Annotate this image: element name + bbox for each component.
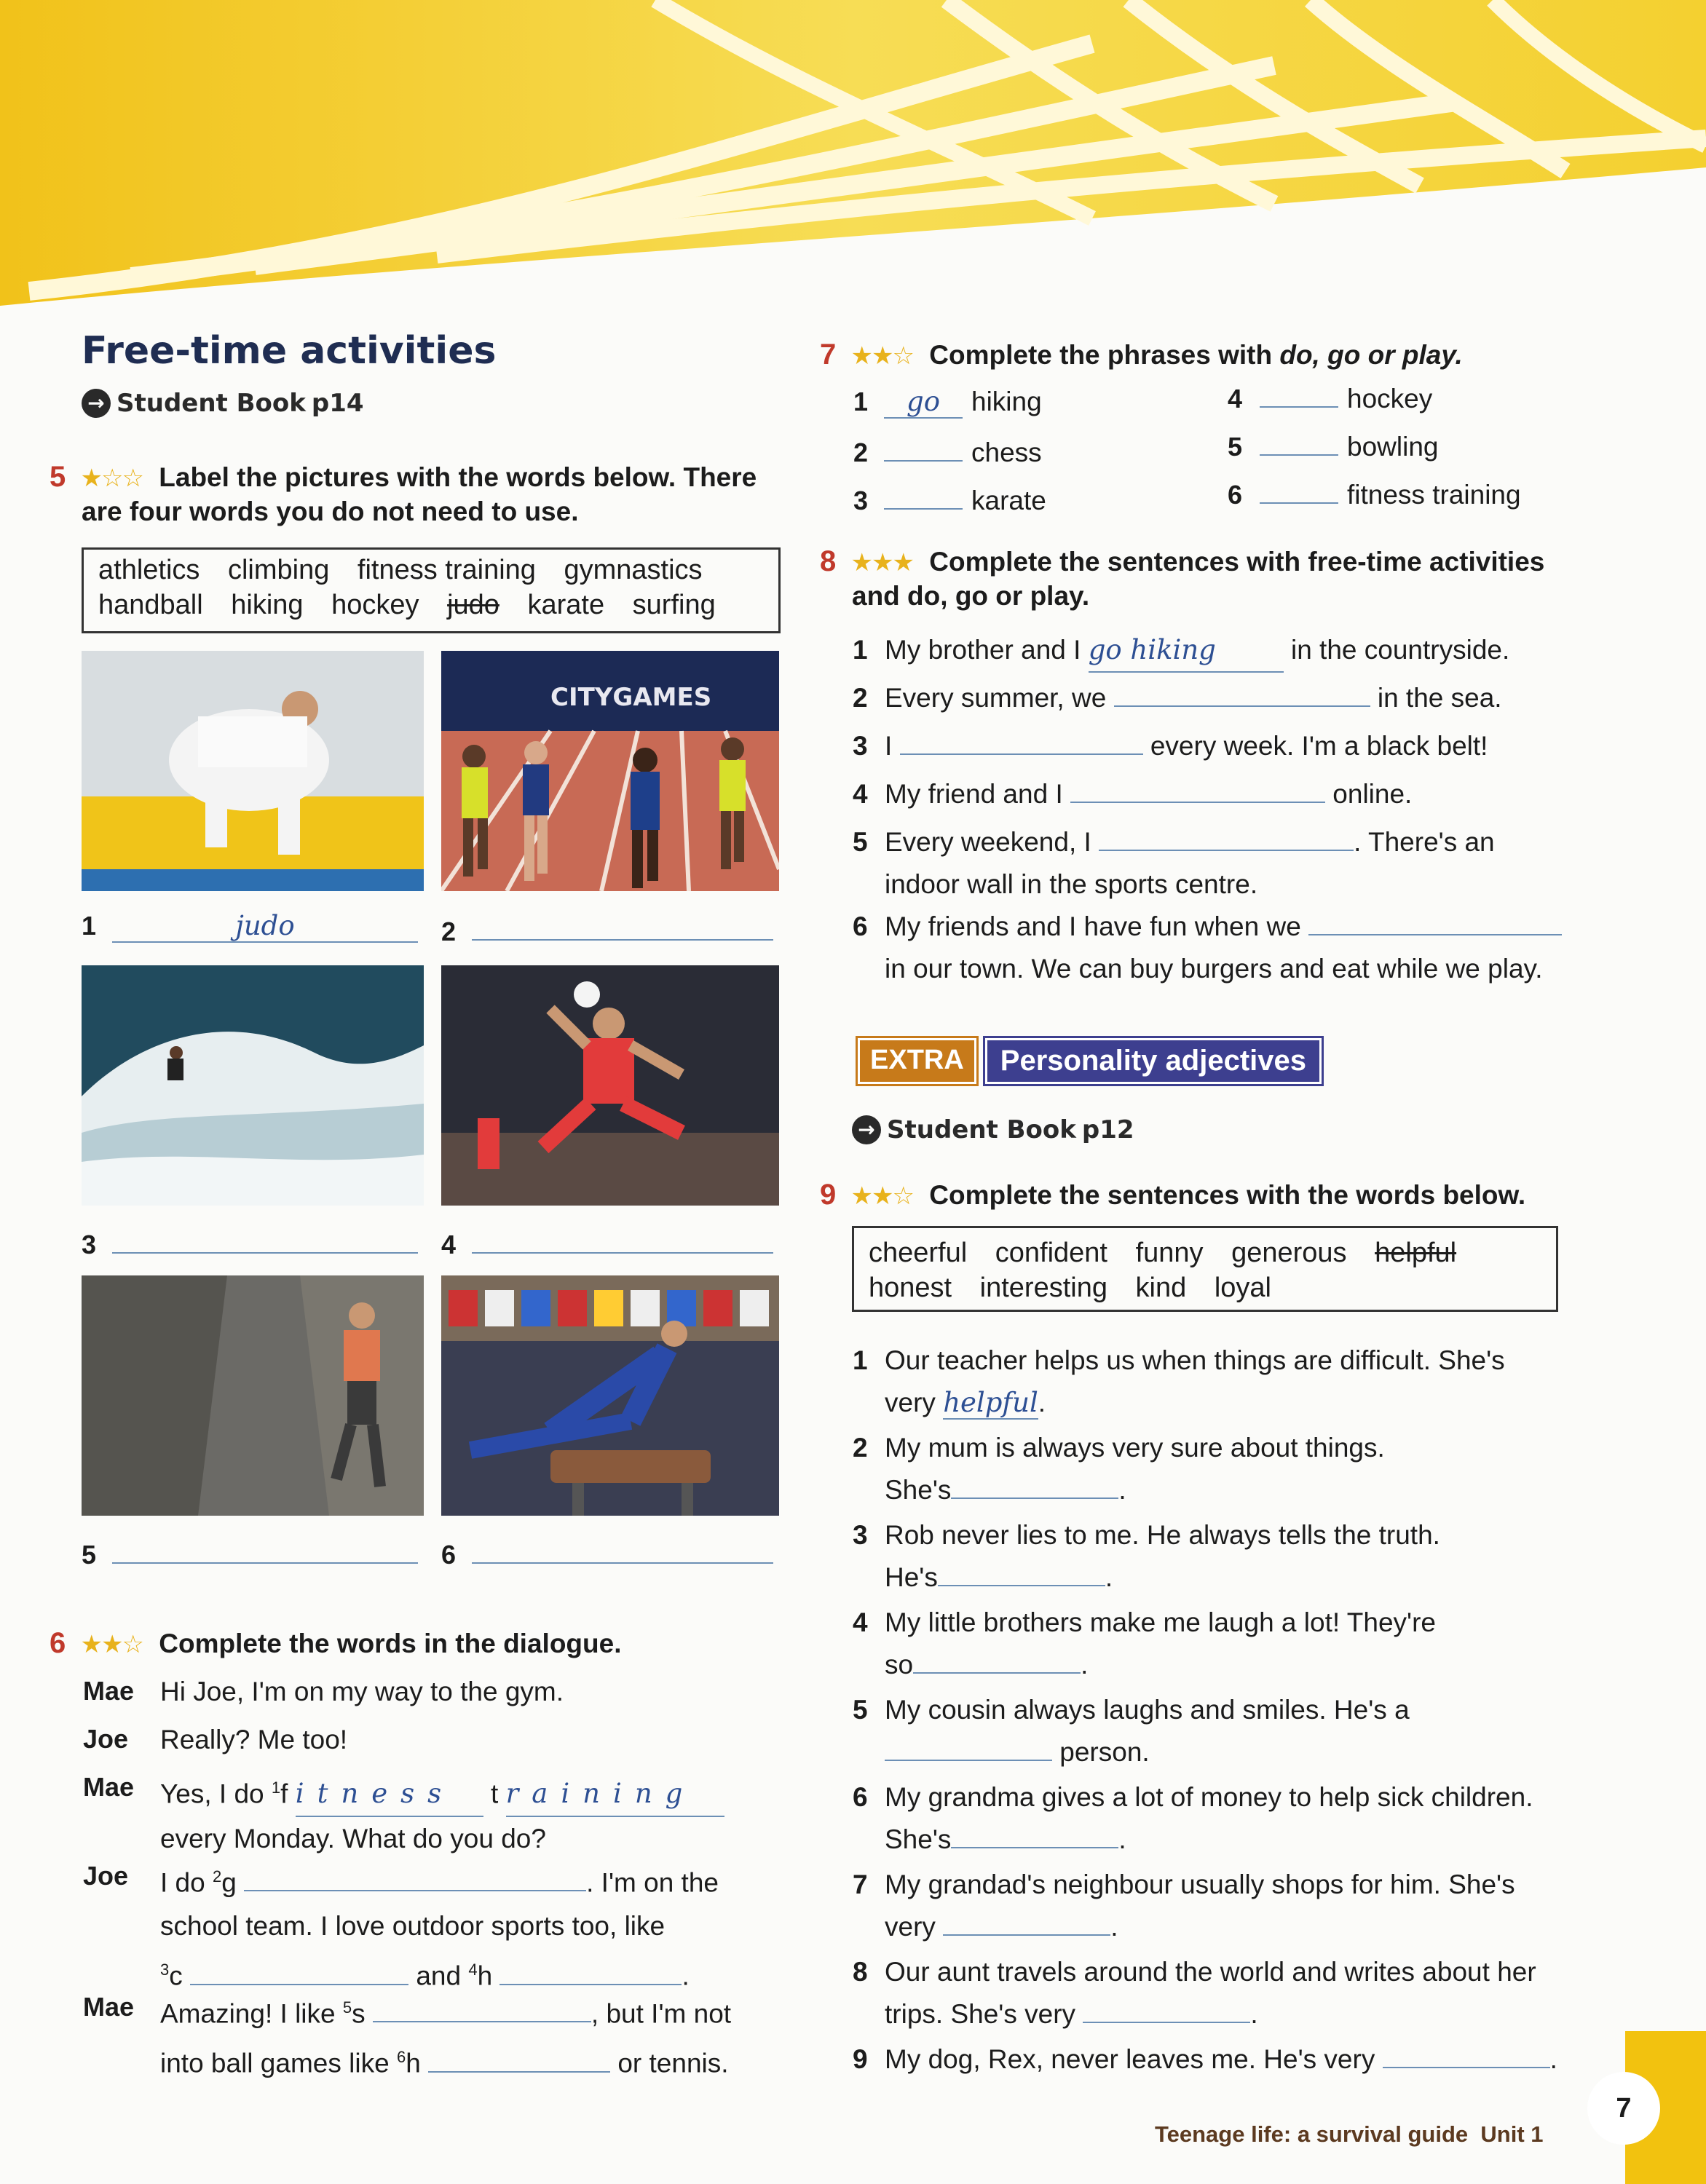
ex9-answer-8[interactable] bbox=[1083, 1995, 1250, 2023]
ex8-sentence: 5 Every weekend, I . There's an indoor wall in the sports centre. bbox=[885, 821, 1555, 906]
word-crossed-out: helpful bbox=[1375, 1238, 1457, 1268]
ex8-stars-icon: ★★★ bbox=[850, 549, 913, 577]
ex7-item: 3 karate bbox=[853, 482, 1046, 516]
photo-gymnastics bbox=[441, 1275, 779, 1516]
word: karate bbox=[527, 590, 605, 620]
ex6-heading bbox=[50, 1626, 621, 1661]
ex7-answer-3[interactable] bbox=[884, 482, 963, 510]
blank-1a[interactable]: itness bbox=[296, 1772, 483, 1817]
ex7-item: 5 bowling bbox=[1228, 428, 1438, 462]
ex9-sentence: 4 My little brothers make me laugh a lot! They're so . bbox=[853, 1607, 1436, 1679]
ex9-stars-icon: ★★☆ bbox=[850, 1182, 913, 1210]
word: honest bbox=[869, 1273, 952, 1303]
student-book-page: p14 bbox=[311, 389, 364, 418]
ex9-sentence: 3 Rob never lies to me. He always tells the truth. He's . bbox=[853, 1520, 1440, 1592]
ex7-item: 1 go hiking bbox=[853, 386, 1042, 417]
ex5-answer-1[interactable]: judo bbox=[112, 910, 418, 943]
student-book-ref bbox=[82, 389, 364, 418]
ex7-answer-5[interactable] bbox=[1260, 428, 1338, 456]
ex9-answer-2[interactable] bbox=[951, 1471, 1118, 1499]
dialogue-line: Yes, I do $^1$f itness t raining every Monday. What do you do? bbox=[160, 1766, 779, 1861]
ex8-sentence: 3 I every week. I'm a black belt! bbox=[885, 725, 1488, 767]
ex5-answer-2[interactable] bbox=[472, 910, 773, 941]
arrow-right-icon: → bbox=[82, 389, 111, 418]
ex9-answer-1[interactable]: helpful bbox=[943, 1387, 1038, 1418]
ex7-heading: 7 ★★☆ Complete the phrases with do, go or play. bbox=[820, 339, 1463, 371]
ex7-item: 4 hockey bbox=[1228, 380, 1432, 414]
word: fitness training bbox=[357, 555, 536, 585]
ex6-number: 6 bbox=[50, 1627, 66, 1659]
ex9-word-box bbox=[852, 1226, 1558, 1312]
ex8-answer-2[interactable] bbox=[1114, 679, 1370, 707]
ex5-label-3: 3 bbox=[82, 1223, 418, 1260]
ex5-label-6: 6 bbox=[441, 1533, 773, 1570]
ex7-number: 7 bbox=[820, 339, 837, 371]
ex9-sentence: 6 My grandma gives a lot of money to help sick children. She's . bbox=[853, 1782, 1533, 1854]
blank-2[interactable] bbox=[244, 1864, 586, 1891]
word: generous bbox=[1231, 1238, 1347, 1268]
ex5-label-2: 2 bbox=[441, 910, 773, 947]
blank-4[interactable] bbox=[499, 1958, 682, 1985]
word: hockey bbox=[331, 590, 419, 620]
dialogue-line: Hi Joe, I'm on my way to the gym. bbox=[160, 1677, 564, 1706]
ex9-answer-4[interactable] bbox=[913, 1646, 1081, 1674]
ex9-answer-5[interactable] bbox=[885, 1733, 1052, 1761]
ex9-answer-6[interactable] bbox=[951, 1821, 1118, 1848]
ex5-instruction-line1: Label the pictures with the words below. There bbox=[159, 462, 757, 492]
ex9-sentence: 5 My cousin always laughs and smiles. He's a person. bbox=[853, 1695, 1410, 1767]
ex5-label-4: 4 bbox=[441, 1223, 773, 1260]
ex5-instruction-line2: are four words you do not need to use. bbox=[82, 496, 579, 526]
ex5-answer-5[interactable] bbox=[112, 1533, 418, 1564]
blank-5[interactable] bbox=[373, 1995, 591, 2022]
photo-athletics bbox=[441, 651, 779, 891]
speaker: Joe bbox=[83, 1724, 129, 1754]
word: hiking bbox=[231, 590, 304, 620]
word: surfing bbox=[632, 590, 716, 620]
ex8-sentence: 4 My friend and I online. bbox=[885, 773, 1412, 815]
ex8-number: 8 bbox=[820, 545, 837, 577]
ex9-answer-7[interactable] bbox=[943, 1908, 1110, 1936]
ex8-heading: 8 ★★★ Complete the sentences with free-time activities and do, go or play. bbox=[820, 545, 1545, 611]
word: interesting bbox=[979, 1273, 1107, 1303]
word: loyal bbox=[1214, 1273, 1271, 1303]
dialogue-line: Amazing! I like $^5$s , but I'm not into ball games like $^6$h or tennis. bbox=[160, 1986, 779, 2086]
extra-tag: EXTRA bbox=[858, 1038, 976, 1084]
ex8-answer-1[interactable]: go hiking bbox=[1089, 629, 1284, 673]
student-book-label: Student Book bbox=[117, 389, 306, 418]
blank-3[interactable] bbox=[190, 1958, 408, 1985]
photo-climbing bbox=[82, 1275, 424, 1516]
ex9-answer-9[interactable] bbox=[1383, 2041, 1550, 2068]
dialogue-line: I do $^2$g . I'm on the school team. I love outdoor sports too, like $^3$c and $^4$h . bbox=[160, 1855, 779, 1998]
word: climbing bbox=[227, 555, 330, 585]
footer-title: Teenage life: a survival guide Unit 1 bbox=[1155, 2121, 1544, 2147]
ex5-label-1: 1 judo bbox=[82, 910, 418, 943]
word: cheerful bbox=[869, 1238, 968, 1268]
ex7-answer-6[interactable] bbox=[1260, 476, 1338, 504]
ex9-answer-3[interactable] bbox=[938, 1559, 1105, 1586]
ex5-heading bbox=[50, 460, 763, 529]
word: gymnastics bbox=[564, 555, 703, 585]
word: handball bbox=[98, 590, 203, 620]
ex8-answer-6[interactable] bbox=[1308, 908, 1562, 935]
speaker: Joe bbox=[83, 1861, 129, 1891]
photo-handball bbox=[441, 965, 779, 1206]
speaker: Mae bbox=[83, 1772, 135, 1802]
extra-header bbox=[858, 1038, 1322, 1084]
ex5-answer-6[interactable] bbox=[472, 1533, 773, 1564]
ex8-answer-4[interactable] bbox=[1070, 775, 1325, 803]
ex8-sentence: 1 My brother and I go hiking in the countryside. bbox=[885, 629, 1509, 673]
ex5-word-box bbox=[82, 547, 781, 633]
extra-student-book-ref: → Student Book p12 bbox=[852, 1115, 1134, 1144]
blank-6[interactable] bbox=[428, 2045, 610, 2073]
ex5-number: 5 bbox=[50, 461, 66, 493]
ex8-answer-3[interactable] bbox=[900, 727, 1143, 755]
speaker: Mae bbox=[83, 1676, 135, 1706]
ex9-sentence: 9 My dog, Rex, never leaves me. He's very . bbox=[885, 2038, 1562, 2081]
ex5-stars-icon: ★☆☆ bbox=[80, 464, 143, 492]
ex6-stars-icon: ★★☆ bbox=[80, 1631, 143, 1658]
ex7-answer-1[interactable]: go bbox=[884, 386, 963, 419]
ex9-sentence: 1 Our teacher helps us when things are difficult. She's very helpful. bbox=[853, 1345, 1505, 1418]
speaker: Mae bbox=[83, 1992, 135, 2022]
ex9-heading: 9 ★★☆ Complete the sentences with the words below. bbox=[820, 1179, 1526, 1211]
page-number: 7 bbox=[1587, 2072, 1660, 2145]
ex5-label-5: 5 bbox=[82, 1533, 418, 1570]
ex9-sentence: 2 My mum is always very sure about things. She's . bbox=[853, 1433, 1385, 1505]
arrow-right-icon: → bbox=[852, 1115, 881, 1144]
ex8-sentence: 2 Every summer, we in the sea. bbox=[885, 677, 1502, 719]
ex7-answer-2[interactable] bbox=[884, 434, 963, 462]
photo-surfing bbox=[82, 965, 424, 1206]
ex5-answer-3[interactable] bbox=[112, 1223, 418, 1254]
word: confident bbox=[995, 1238, 1107, 1268]
photo-banner-text: CITYGAMES bbox=[550, 683, 712, 712]
extra-title: Personality adjectives bbox=[985, 1038, 1322, 1084]
decorative-banner bbox=[0, 0, 1706, 313]
ex6-instruction: Complete the words in the dialogue. bbox=[159, 1629, 622, 1658]
ex9-sentence: 8 Our aunt travels around the world and writes about her trips. She's very . bbox=[853, 1957, 1536, 2029]
ex7-item: 6 fitness training bbox=[1228, 476, 1521, 510]
ex9-number: 9 bbox=[820, 1179, 837, 1211]
word-crossed-out: judo bbox=[447, 590, 499, 620]
blank-1b[interactable]: raining bbox=[506, 1772, 724, 1817]
ex7-stars-icon: ★★☆ bbox=[850, 342, 913, 370]
ex7-item: 2 chess bbox=[853, 434, 1042, 468]
ex8-sentence: 6 My friends and I have fun when we in our town. We can buy burgers and eat while we play. bbox=[885, 906, 1569, 990]
ex5-answer-4[interactable] bbox=[472, 1223, 773, 1254]
section-title: Free-time activities bbox=[82, 329, 497, 373]
ex8-answer-5[interactable] bbox=[1099, 823, 1354, 851]
dialogue-line: Really? Me too! bbox=[160, 1725, 348, 1754]
photo-judo bbox=[82, 651, 424, 891]
ex9-sentence: 7 My grandad's neighbour usually shops for him. She's very . bbox=[853, 1870, 1515, 1942]
word: athletics bbox=[98, 555, 200, 585]
ex7-answer-4[interactable] bbox=[1260, 380, 1338, 408]
word: funny bbox=[1135, 1238, 1204, 1268]
word: kind bbox=[1135, 1273, 1187, 1303]
